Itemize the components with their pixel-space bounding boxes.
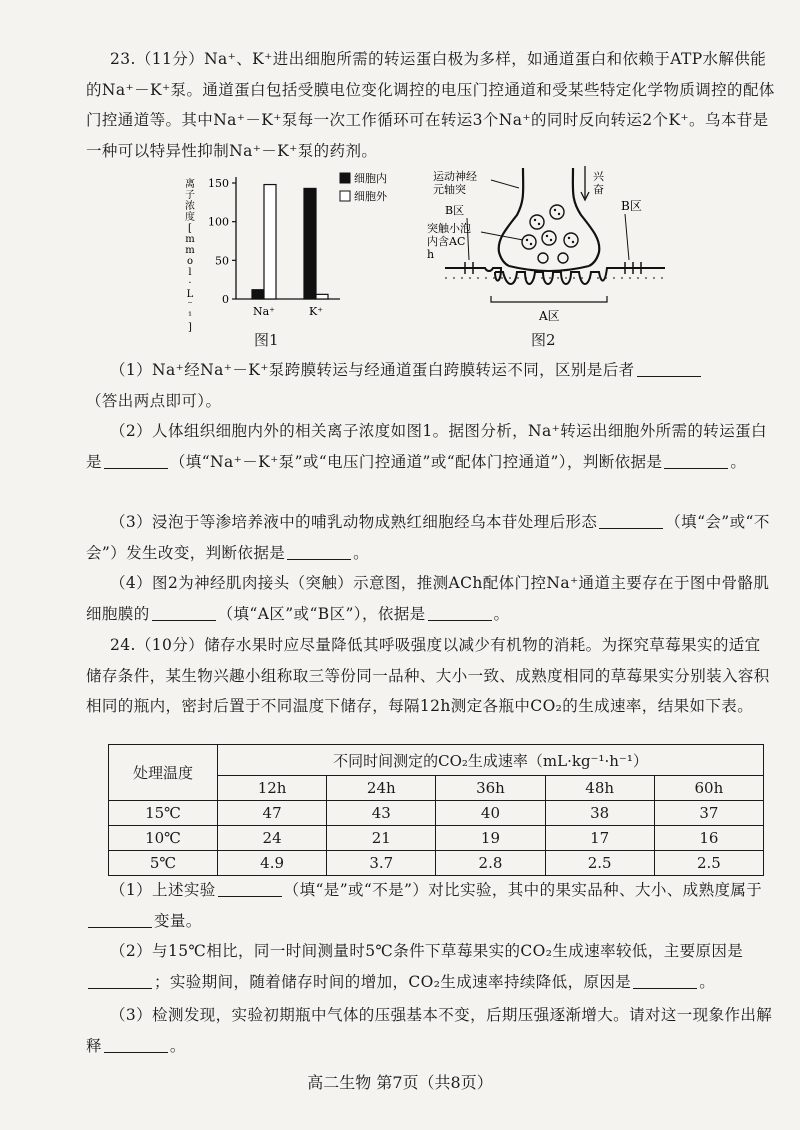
table-cell: 24	[218, 826, 327, 851]
q24-sub1: （1）上述实验 （填“是”或“不是”）对比实验，其中的果实品种、大小、成熟度属于变量。	[86, 875, 776, 936]
label-excitation: 兴奋	[593, 170, 604, 196]
answer-blank[interactable]	[599, 512, 663, 529]
answer-blank[interactable]	[287, 543, 351, 560]
table-cell: 38	[545, 801, 654, 826]
figure-2-synapse-diagram	[425, 160, 685, 330]
table-column-header: 60h	[654, 776, 763, 801]
table-column-header: 24h	[327, 776, 436, 801]
table-cell: 40	[436, 801, 545, 826]
table-cell: 16	[654, 826, 763, 851]
table-cell: 2.5	[654, 851, 763, 876]
table-column-header: 12h	[218, 776, 327, 801]
chart-y-axis-label	[185, 177, 195, 333]
answer-blank[interactable]	[218, 880, 282, 897]
label-vesicle: 突触小泡内含AC h	[427, 222, 471, 261]
answer-blank[interactable]	[104, 1036, 168, 1053]
table-cell: 3.7	[327, 851, 436, 876]
legend-swatch	[340, 191, 350, 201]
table-row-header: 处理温度	[109, 745, 218, 801]
figure-2-caption: 图2	[531, 331, 556, 349]
table-cell: 19	[436, 826, 545, 851]
chart-y-axis-label-char: ]	[188, 322, 192, 333]
table-column-header: 36h	[436, 776, 545, 801]
table-cell: 17	[545, 826, 654, 851]
q24-intro: 24.（10分）储存水果时应尽量降低其呼吸强度以减少有机物的消耗。为探究草莓果实的适宜储存条件，某生物兴趣小组称取三等份同一品种、大小一致、成熟度相同的草莓果实分别装入容积相同的瓶内，密封后置于不同温度下储存，每隔12h测定各瓶中CO₂的生成速率，结果如下表。	[86, 636, 770, 715]
answer-blank[interactable]	[152, 604, 216, 621]
figure-1-bar-chart	[150, 165, 400, 333]
answer-blank[interactable]	[428, 604, 492, 621]
chart-y-axis-label-char: o	[186, 256, 194, 267]
legend-label: 细胞内	[354, 172, 387, 185]
chart-y-axis-label-char: ⁻	[187, 300, 193, 311]
chart-y-tick-label: 50	[215, 254, 229, 268]
chart-bar	[316, 294, 328, 299]
answer-blank[interactable]	[637, 360, 701, 377]
table-row-temperature: 10℃	[109, 826, 218, 851]
chart-y-axis-label-char: 子	[185, 190, 195, 201]
chart-y-axis-label-char: l	[188, 267, 192, 278]
chart-y-axis-label-char: L	[186, 289, 194, 300]
q23-sub2: （2）人体组织细胞内外的相关离子浓度如图1。据图分析，Na⁺转运出细胞外所需的转运蛋白是 （填“Na⁺－K⁺泵”或“电压门控通道”或“配体门控通道”），判断依据是 。	[86, 422, 767, 471]
table-cell: 2.8	[436, 851, 545, 876]
chart-y-axis-label-char: m	[185, 234, 195, 245]
table-row	[109, 851, 764, 876]
label-a-zone: A区	[539, 309, 560, 323]
table-group-header: 不同时间测定的CO₂生成速率（mL·kg⁻¹·h⁻¹）	[218, 745, 764, 776]
chart-y-tick-label: 100	[208, 215, 229, 229]
q23-sub1: （1）Na⁺经Na⁺－K⁺泵跨膜转运与经通道蛋白跨膜转运不同，区别是后者 （答出两点即可）。	[86, 355, 776, 416]
table-row	[109, 826, 764, 851]
chart-y-axis-label-char: m	[185, 245, 195, 256]
q23-sub4: （4）图2为神经肌肉接头（突触）示意图，推测ACh配体门控Na⁺通道主要存在于图中骨骼肌细胞膜的 （填“A区”或“B区”），依据是 。	[86, 574, 770, 623]
table-cell: 21	[327, 826, 436, 851]
table-column-header: 48h	[545, 776, 654, 801]
answer-blank[interactable]	[664, 452, 728, 469]
a-zone-bracket	[491, 296, 607, 302]
chart-y-axis-label-char: 浓	[185, 201, 195, 212]
page-footer: 高二生物 第7页（共8页）	[307, 1073, 493, 1092]
chart-category-label: K⁺	[308, 305, 324, 318]
q24-sub2: （2）与15℃相比，同一时间测量时5℃条件下草莓果实的CO₂生成速率较低，主要原因是；实验期间，随着储存时间的增加，CO₂生成速率持续降低，原因是 。	[86, 936, 776, 997]
chart-y-tick-label: 150	[208, 177, 229, 190]
q23-intro: 23.（11分）Na⁺、K⁺进出细胞所需的转运蛋白极为多样，如通道蛋白和依赖于ATP水解供能的Na⁺－K⁺泵。通道蛋白包括受膜电位变化调控的电压门控通道和受某些特定化学物质调控的配体门控通道等。其中Na⁺－K⁺泵每一次工作循环可在转运3个Na⁺的同时反向转运2个K⁺。乌本苷是一种可以特异性抑制Na⁺－K⁺泵的药剂。	[86, 50, 775, 160]
chart-y-axis-label-char: 离	[185, 179, 195, 190]
table-cell: 37	[654, 801, 763, 826]
chart-y-tick-label: 0	[222, 293, 229, 306]
chart-y-axis-label-char: ¹	[187, 311, 193, 322]
table-row-temperature: 5℃	[109, 851, 218, 876]
label-b-zone-left: B区	[445, 204, 465, 217]
chart-bar	[252, 290, 264, 299]
chart-y-axis-label-char: 度	[185, 212, 195, 223]
answer-blank[interactable]	[633, 972, 697, 989]
legend-swatch	[340, 173, 350, 183]
q23-sub3: （3）浸泡于等渗培养液中的哺乳动物成熟红细胞经乌本苷处理后形态 （填“会”或“不会”）发生改变，判断依据是 。	[86, 513, 770, 562]
table-cell: 4.9	[218, 851, 327, 876]
legend-label: 细胞外	[354, 190, 387, 203]
chart-bar	[304, 188, 316, 299]
chart-y-axis-label-char: ·	[188, 278, 192, 289]
table-row	[109, 801, 764, 826]
answer-blank[interactable]	[104, 452, 168, 469]
table-row-temperature: 15℃	[109, 801, 218, 826]
label-neuron-axon: 运动神经元轴突	[433, 170, 477, 196]
q24-sub3: （3）检测发现，实验初期瓶中气体的压强基本不变，后期压强逐渐增大。请对这一现象作出解释 。	[86, 1006, 773, 1055]
table-cell: 43	[327, 801, 436, 826]
figure-1-caption: 图1	[254, 331, 279, 349]
synaptic-vesicles	[522, 205, 578, 263]
chart-bar	[264, 185, 276, 299]
axon-membrane-left	[499, 168, 524, 266]
chart-category-label: Na⁺	[253, 305, 275, 318]
answer-blank[interactable]	[88, 911, 152, 928]
co2-rate-table	[108, 744, 764, 876]
answer-blank[interactable]	[88, 972, 152, 989]
label-b-zone-right: B区	[621, 199, 642, 213]
chart-y-axis-label-char: [	[188, 223, 192, 234]
table-cell: 47	[218, 801, 327, 826]
presynaptic-membrane	[509, 266, 589, 271]
table-cell: 2.5	[545, 851, 654, 876]
